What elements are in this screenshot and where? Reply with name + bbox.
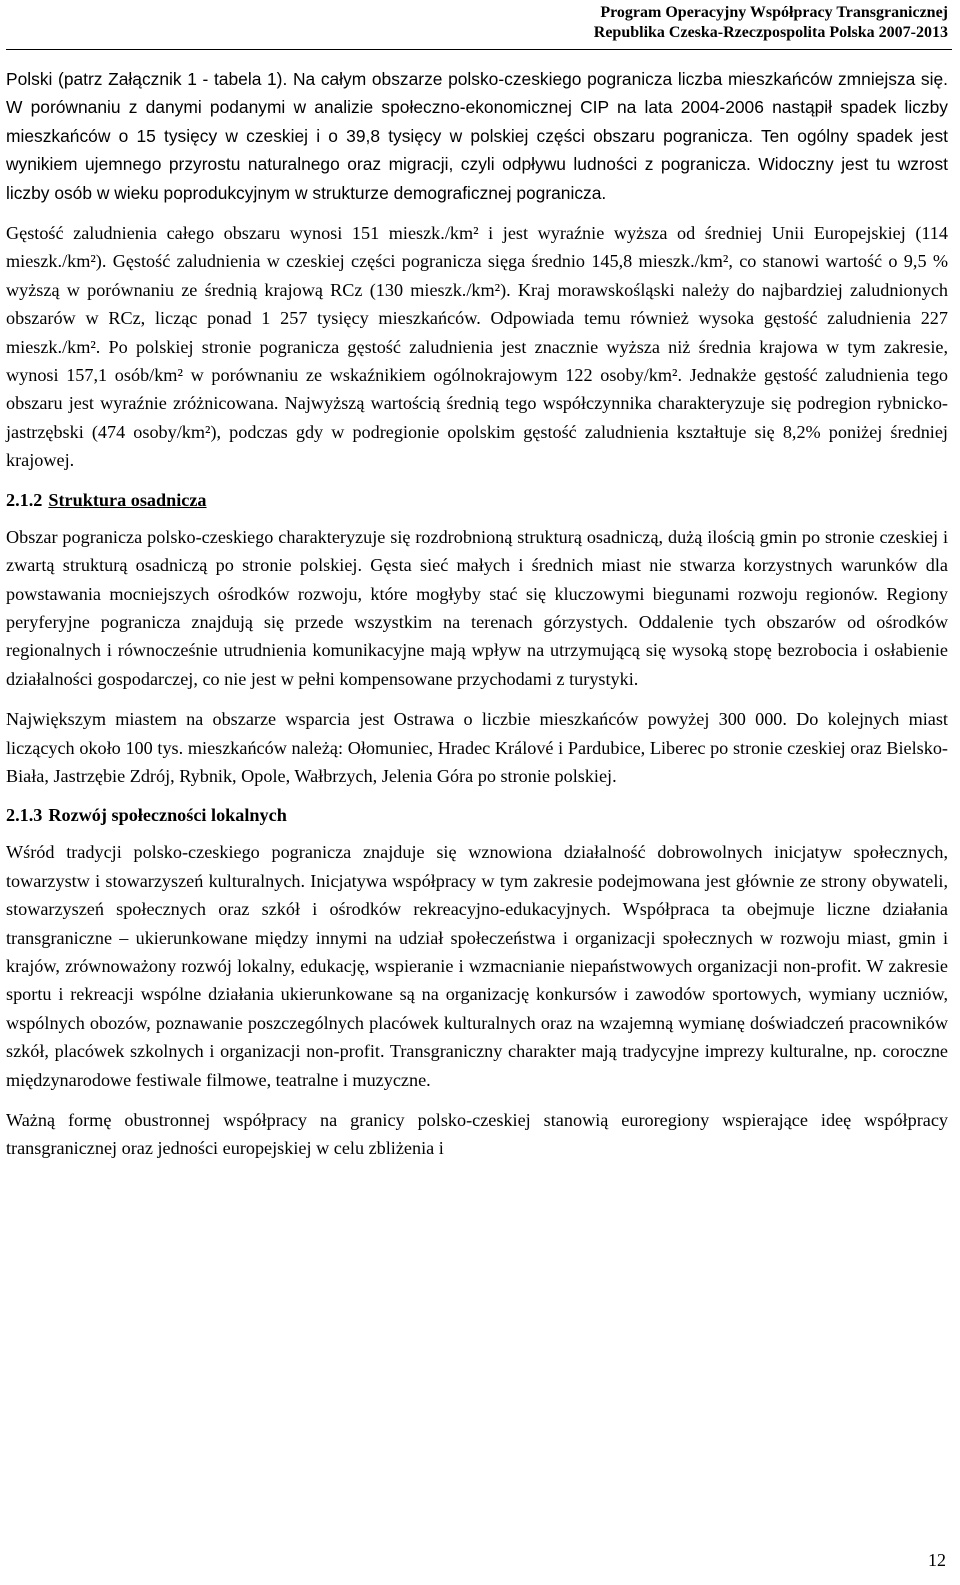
section-heading-settlement-structure <box>6 487 948 513</box>
paragraph-euroregions: Ważną formę obustronnej współpracy na granicy polsko-czeskiej stanowią euroregiony wspierające ideę współpracy transgranicznej oraz jedności europejskiej w celu zbliżenia i <box>6 1110 948 1159</box>
section-number: 2.1.3 <box>6 805 43 826</box>
document-body <box>6 65 948 1175</box>
section-heading-local-communities <box>6 802 948 828</box>
header-line-2: Republika Czeska-Rzeczpospolita Polska 2007-2013 <box>593 24 948 41</box>
header-line-1: Program Operacyjny Współpracy Transgranicznej <box>600 4 948 21</box>
section-title: Rozwój społeczności lokalnych <box>48 805 287 826</box>
paragraph-largest-cities: Największym miastem na obszarze wsparcia jest Ostrawa o liczbie mieszkańców powyżej 300 000. Do kolejnych miast liczących około 100 tys. mieszkańców należą: Ołomuniec, Hradec Králové i Pardubice, Liberec po stronie czeskiej oraz Bielsko-Biała, Jastrzębie Zdrój, Rybnik, Opole, Wałbrzych, Jelenia Góra po stronie polskiej. <box>6 709 948 786</box>
page-number: 12 <box>928 1550 946 1570</box>
paragraph-settlement-structure: Obszar pogranicza polsko-czeskiego charakteryzuje się rozdrobnioną strukturą osadniczą, dużą ilością gmin po stronie czeskiej i zwartą strukturą osadniczą po stronie polskiej. Gęsta sieć małych i średnich miast nie stwarza korzystnych warunków dla powstawania mocniejszych ośrodków rozwoju, które mogłyby stać się kluczowymi biegunami rozwoju regionów. Regiony peryferyjne pogranicza znajdują się przede wszystkim na terenach górzystych. Oddalenie tych obszarów od ośrodków regionalnych i równocześnie utrudnienia komunikacyjne mają wpływ na utrzymującą się wysoką stopę bezrobocia i osłabienie działalności gospodarczej, co nie jest w pełni kompensowane przychodami z turystyki. <box>6 526 948 689</box>
paragraph-population-density: Gęstość zaludnienia całego obszaru wynosi 151 mieszk./km² i jest wyraźnie wyższa od średniej Unii Europejskiej (114 mieszk./km²). Gęstość zaludnienia w czeskiej części pogranicza sięga średnio 145,8 mieszk./km², co stanowi wartość o 9,5 % wyższą w porównaniu ze średnią krajową RCz (130 mieszk./km²). Kraj morawskośląski należy do najbardziej zaludnionych obszarów w RCz, licząc ponad 1 257 tysięcy mieszkańców. Odpowiada temu również wysoka gęstość zaludnienia 227 mieszk./km². Po polskiej stronie pogranicza gęstość zaludnienia jest znacznie wyższa niż średnia krajowa w tym zakresie, wynosi 157,1 osób/km² w porównaniu ze wskaźnikiem ogólnokrajowym 122 osoby/km². Jednakże gęstość zaludnienia tego obszaru jest wyraźnie zróżnicowana. Najwyższą wartością średnią tego współczynnika charakteryzuje się podregion rybnicko-jastrzębski (474 osoby/km²), podczas gdy w podregionie opolskim gęstość zaludnienia kształtuje się 8,2% poniżej średniej krajowej. <box>6 223 948 471</box>
paragraph-local-initiatives: Wśród tradycji polsko-czeskiego pogranicza znajduje się wznowiona działalność dobrowolnych inicjatyw społecznych, towarzystw i stowarzyszeń kulturalnych. Inicjatywa współpracy w tym zakresie podejmowana jest głównie ze strony obywateli, stowarzyszeń społecznych oraz szkół i ośrodków rekreacyjno-edukacyjnych. Współpraca ta obejmuje liczne działania transgraniczne – ukierunkowane między innymi na udział społeczeństwa i organizacji społecznych w rozwoju miast, gmin i krajów, zrównoważony rozwój lokalny, edukację, wspieranie i wzmacnianie niepaństwowych organizacji non-profit. W zakresie sportu i rekreacji wspólne działania ukierunkowane są na organizację konkursów i zawodów sportowych, wymiany uczniów, wspólnych obozów, poznawanie poszczególnych placówek kulturalnych oraz na wzajemną wymianę doświadczeń pracowników szkół, placówek szkolnych i organizacji non-profit. Transgraniczny charakter mają tradycyjne imprezy kulturalne, np. coroczne międzynarodowe festiwale filmowe, teatralne i muzyczne. <box>6 842 948 1090</box>
paragraph-population-decline: Polski (patrz Załącznik 1 - tabela 1). Na całym obszarze polsko-czeskiego pogranicza liczba mieszkańców zmniejsza się. W porównaniu z danymi podanymi w analizie społeczno-ekonomicznej CIP na lata 2004-2006 nastąpił spadek liczby mieszkańców o 15 tysięcy w czeskiej i o 39,8 tysięcy w polskiej części obszaru pogranicza. Ten ogólny spadek jest wynikiem ujemnego przyrostu naturalnego oraz migracji, czyli odpływu ludności z pogranicza. Widoczny jest tu wzrost liczby osób w wieku poprodukcyjnym w strukturze demograficznej pogranicza. <box>6 69 948 203</box>
running-header <box>594 3 948 43</box>
section-number: 2.1.2 <box>6 489 43 510</box>
section-title: Struktura osadnicza <box>48 489 207 510</box>
header-rule <box>6 49 952 50</box>
